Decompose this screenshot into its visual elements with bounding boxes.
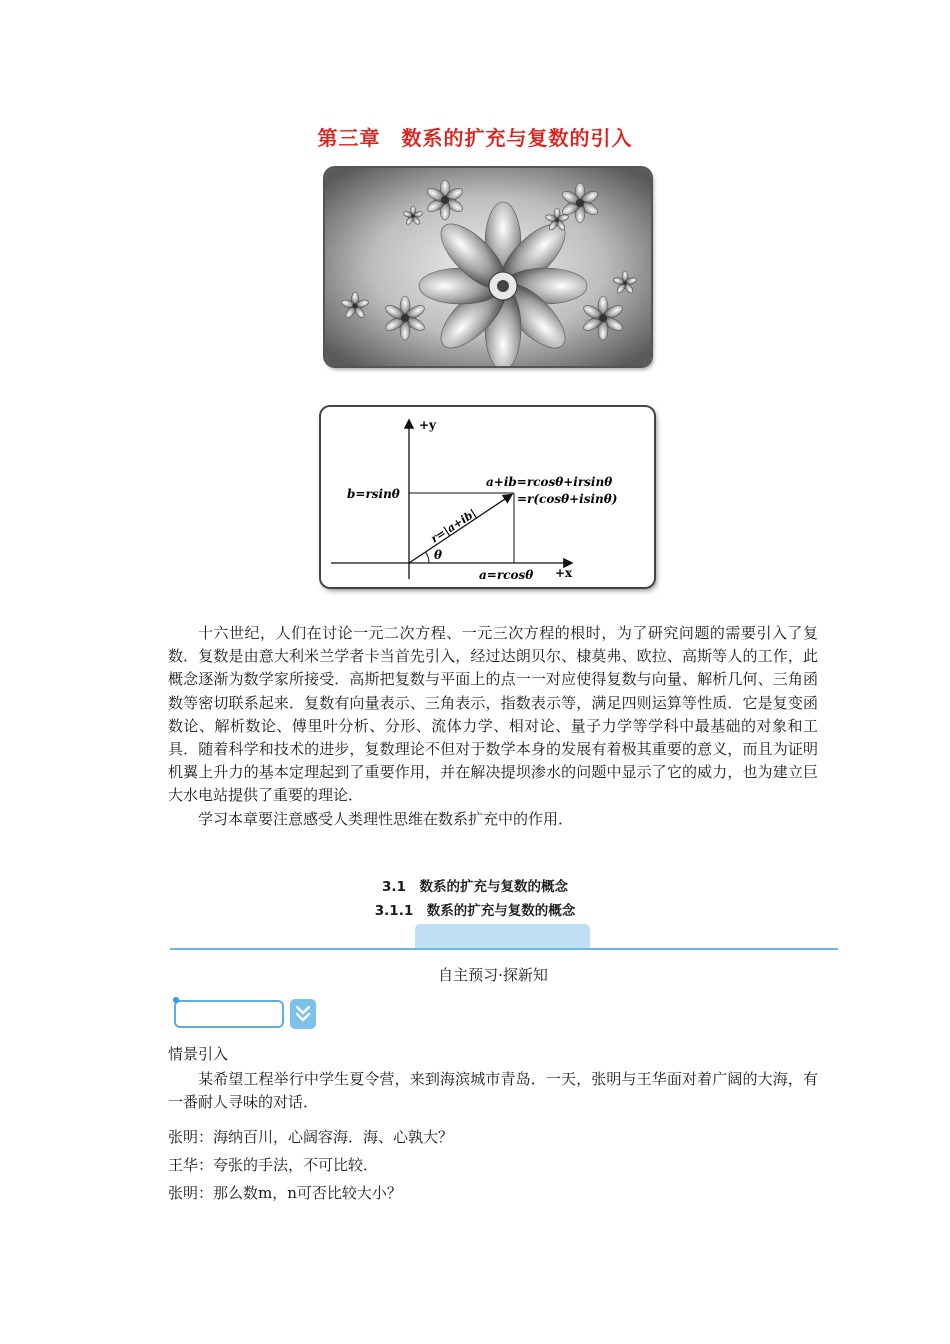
x-axis-label: +x	[555, 566, 573, 580]
section-divider	[170, 948, 838, 950]
a-label: a=rcosθ	[479, 568, 534, 582]
chapter-title: 第三章 数系的扩充与复数的引入	[317, 126, 633, 150]
label-box	[174, 1000, 284, 1028]
history-paragraph: 十六世纪，人们在讨论一元二次方程、一元三次方程的根时，为了研究问题的需要引入了复数．复数是由意大利米兰学者卡当首先引入，经过达朗贝尔、棣莫弗、欧拉、高斯等人的工作，此概念逐渐为数学家所接受．高斯把复数与平面上的点一一对应使得复数与向量、解析几何、三角函数等密切联系起来．复数有向量表示、三角表示，指数表示等，满足四则运算等性质．它是复变函数论、解析数论、傅里叶分析、分形、流体力学、相对论、量子力学等学科中最基础的对象和工具．随着科学和技术的进步，复数理论不但对于数学本身的发展有着极其重要的意义，而且为证明机翼上升力的基本定理起到了重要作用，并在解决提坝渗水的问题中显示了它的威力，也为建立巨大水电站提供了重要的理论．	[168, 624, 818, 805]
intro-text-block	[168, 622, 818, 831]
r-label: r=|a+ib|	[428, 506, 479, 546]
preview-heading: 自主预习·探新知	[438, 966, 548, 984]
section-heading-3-1-1: 3.1.1 数系的扩充与复数的概念	[374, 903, 576, 919]
fractal-flower-image	[325, 168, 651, 366]
study-note-paragraph: 学习本章要注意感受人类理性思维在数系扩充中的作用．	[198, 809, 574, 828]
dialog-line: 张明：那么数m，n可否比较大小？	[168, 1184, 402, 1202]
double-chevron-down-icon	[290, 999, 316, 1029]
section-tab	[415, 924, 590, 948]
b-label: b=rsinθ	[347, 487, 400, 501]
point-label-line2: =r(cosθ+isinθ)	[517, 492, 618, 506]
label-dot	[173, 997, 179, 1003]
point-label-line1: a+ib=rcosθ+irsinθ	[486, 475, 613, 489]
scene-intro-paragraph: 某希望工程举行中学生夏令营，来到海滨城市青岛．一天，张明与王华面对着广阔的大海，有一番耐人寻味的对话．	[168, 1070, 818, 1112]
dialog-line: 王华：夸张的手法，不可比较．	[168, 1156, 379, 1174]
y-axis-label: +y	[419, 418, 437, 432]
complex-plane-diagram	[321, 407, 654, 587]
scene-intro-label: 情景引入	[168, 1045, 229, 1063]
section-heading-3-1: 3.1 数系的扩充与复数的概念	[382, 879, 568, 895]
theta-label: θ	[434, 548, 443, 562]
scene-intro-text-block	[168, 1068, 818, 1114]
dialog-line: 张明：海纳百川，心阔容海．海、心孰大？	[168, 1128, 454, 1146]
